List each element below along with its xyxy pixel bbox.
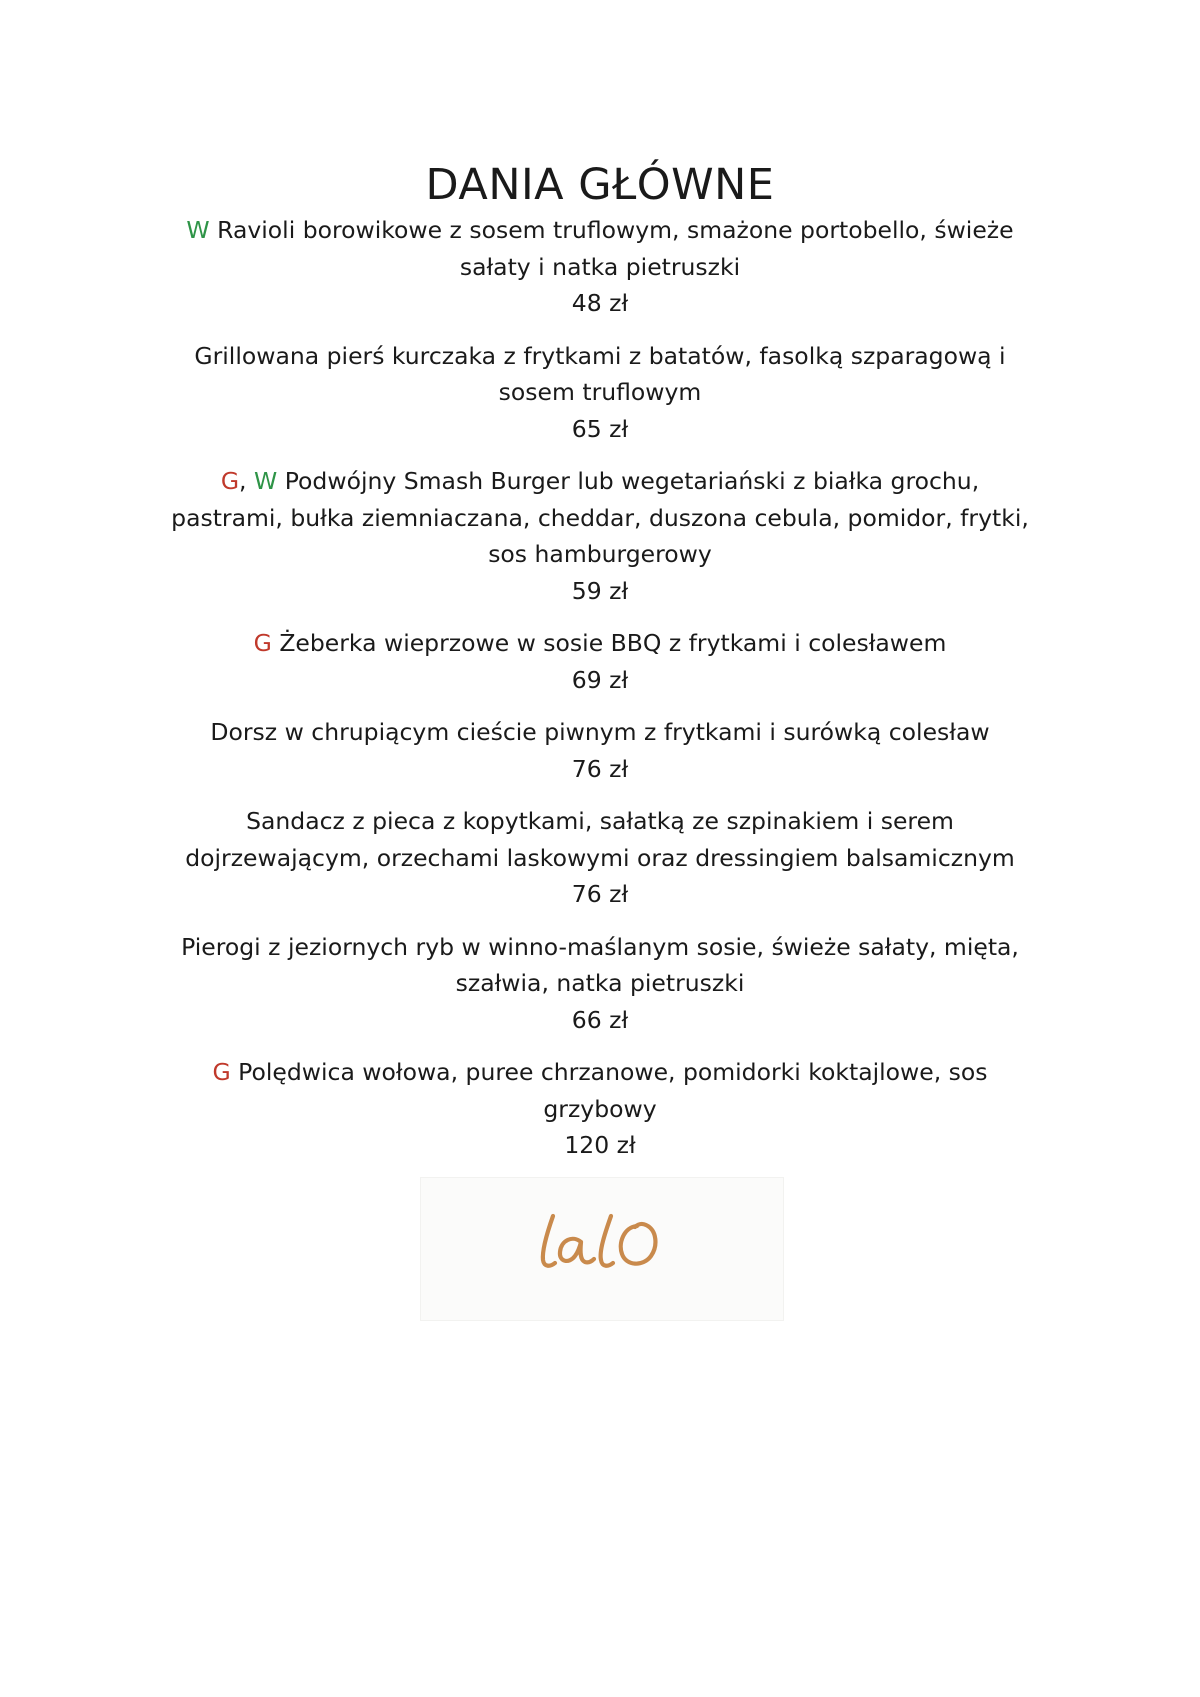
dish-description — [150, 1054, 1050, 1127]
menu-item — [150, 338, 1050, 448]
dietary-tag-vegetarian: W — [186, 216, 210, 244]
dish-line: Sandacz z pieca z kopytkami, sałatką ze szpinakiem i serem — [246, 807, 954, 835]
dish-line: szałwia, natka pietruszki — [455, 969, 745, 997]
dish-line: Dorsz w chrupiącym cieście piwnym z frytkami i surówką colesław — [210, 718, 990, 746]
menu-item — [150, 625, 1050, 698]
dish-line: sos hamburgerowy — [488, 540, 712, 568]
menu-item — [150, 929, 1050, 1039]
menu-item — [150, 212, 1050, 322]
tag-separator: , — [239, 467, 254, 495]
dietary-tag-gluten: G — [212, 1058, 231, 1086]
dish-description — [150, 625, 1050, 662]
dish-line: grzybowy — [543, 1094, 657, 1123]
dish-line: dojrzewającym, orzechami laskowymi oraz dressingiem balsamicznym — [185, 843, 1015, 872]
menu-item — [150, 714, 1050, 787]
menu-item — [150, 803, 1050, 913]
dish-line: Pierogi z jeziornych ryb w winno-maślanym sosie, świeże sałaty, mięta, — [181, 932, 1019, 961]
dish-line: Żeberka wieprzowe w sosie BBQ z frytkami i colesławem — [279, 629, 947, 657]
logo-panel — [421, 1178, 783, 1320]
dietary-tag-vegetarian: W — [253, 467, 278, 495]
dish-description — [150, 714, 1050, 751]
dish-price: 48 zł — [571, 289, 629, 317]
dish-line: sałaty i natka pietruszki — [459, 252, 741, 281]
dish-description — [150, 212, 1050, 285]
menu-items-list — [150, 212, 1050, 1180]
dietary-tag-gluten: G — [220, 467, 240, 495]
dish-line: Polędwica wołowa, puree chrzanowe, pomidorki koktajlowe, sos — [238, 1058, 988, 1086]
menu-item — [150, 463, 1050, 609]
dish-line: pastrami, bułka ziemniaczana, cheddar, duszona cebula, pomidor, frytki, — [171, 503, 1029, 532]
dish-price: 76 zł — [571, 754, 629, 783]
dish-description — [150, 338, 1050, 411]
dish-description — [150, 803, 1050, 876]
dish-price: 76 zł — [571, 880, 629, 908]
dish-price: 66 zł — [571, 1005, 629, 1034]
dish-price: 120 zł — [564, 1131, 636, 1159]
dish-description — [150, 929, 1050, 1002]
dish-line: Podwójny Smash Burger lub wegetariański z białka grochu, — [284, 467, 980, 495]
menu-item — [150, 1054, 1050, 1164]
dish-description — [150, 463, 1050, 573]
dish-price: 59 zł — [571, 576, 629, 605]
page-title: DANIA GŁÓWNE — [425, 160, 775, 210]
dish-price: 69 zł — [571, 665, 629, 694]
dish-price: 65 zł — [571, 414, 629, 443]
dish-line: sosem truflowym — [498, 378, 702, 406]
dish-line: Grillowana pierś kurczaka z frytkami z batatów, fasolką szparagową i — [194, 341, 1006, 370]
dish-line: Ravioli borowikowe z sosem truflowym, smażone portobello, świeże — [217, 216, 1014, 244]
dietary-tag-gluten: G — [253, 629, 272, 657]
lalo-logo — [421, 1178, 783, 1320]
